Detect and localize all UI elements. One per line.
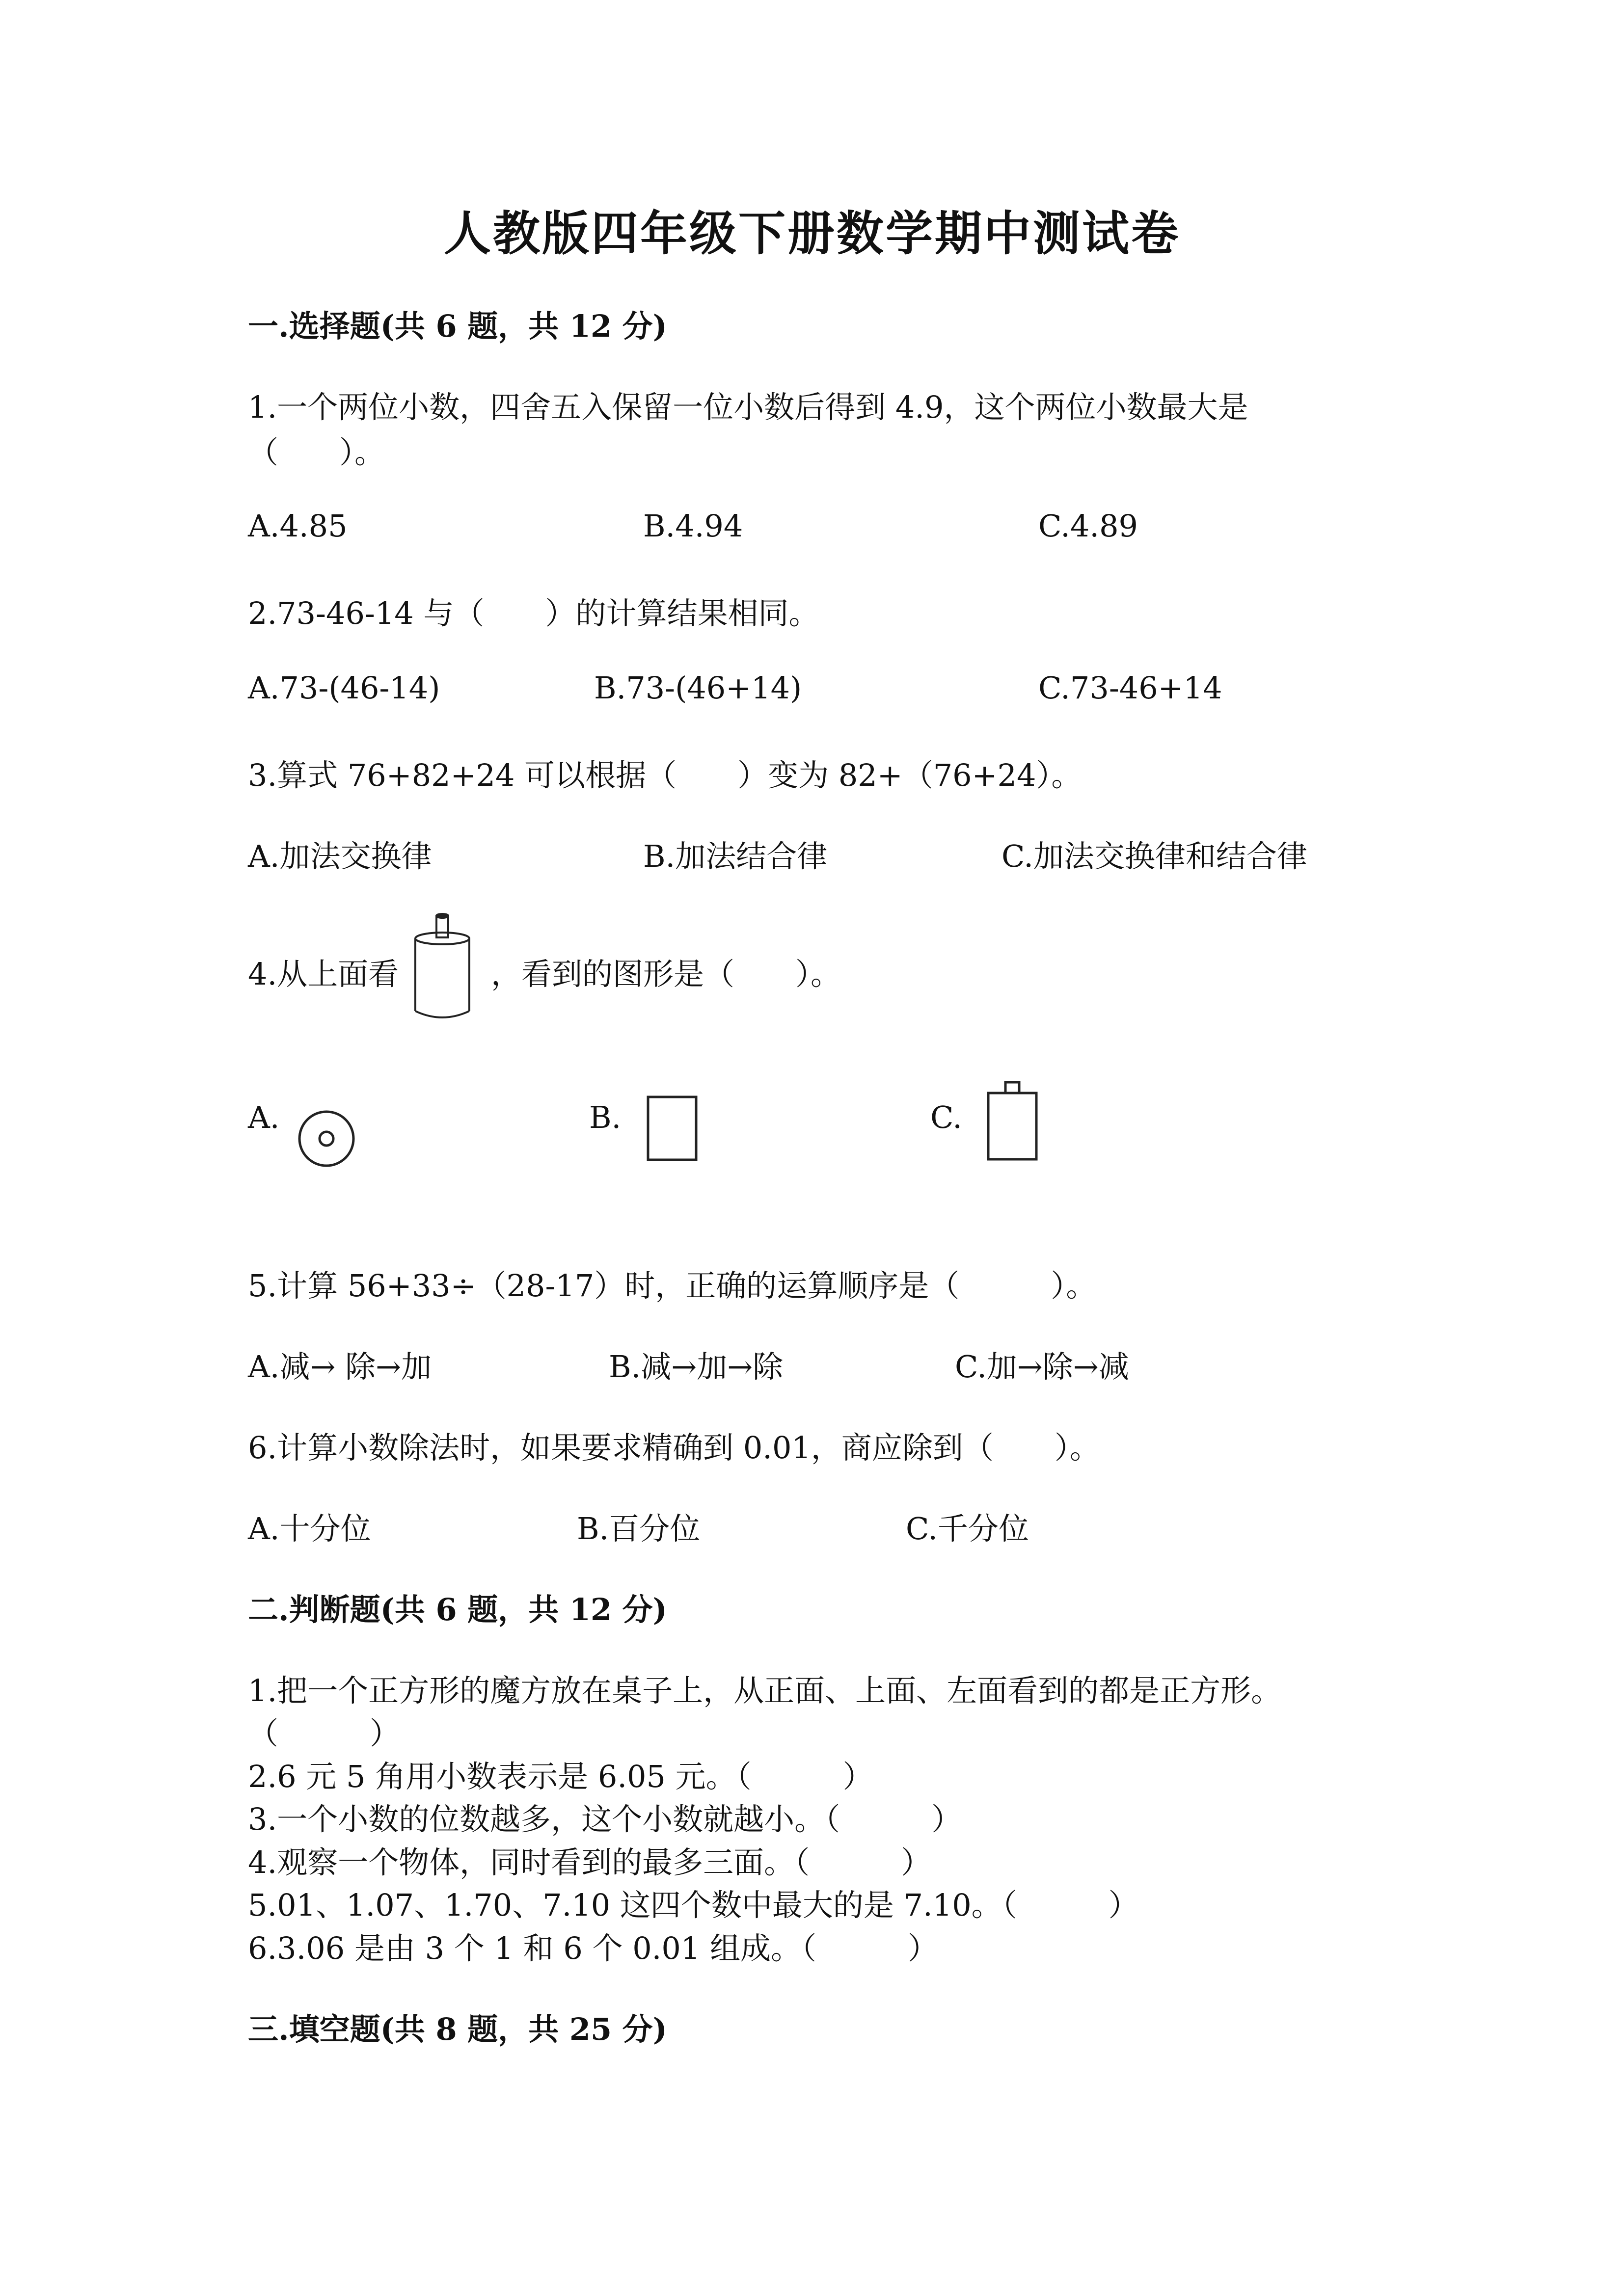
q3-option-b: B.加法结合律 [643,838,828,874]
question-4-end: ，看到的图形是（ ）。 [491,956,841,992]
tf-item-1: 1.把一个正方形的魔方放在桌子上，从正面、上面、左面看到的都是正方形。 [248,1673,1282,1709]
q6-option-a: A.十分位 [248,1511,371,1547]
cylinder-with-knob-icon [412,913,476,1023]
q6-option-b: B.百分位 [577,1511,701,1547]
q1-option-c: C.4.89 [1038,508,1138,544]
tf-item-5: 5.01、1.07、1.70、7.10 这四个数中最大的是 7.10。（ ） [248,1887,1139,1923]
tf-item-2: 2.6 元 5 角用小数表示是 6.05 元。（ ） [248,1759,873,1794]
tf-item-3: 3.一个小数的位数越多，这个小数就越小。（ ） [248,1801,962,1837]
question-1: 1.一个两位小数，四舍五入保留一位小数后得到 4.9，这个两位小数最大是 [248,389,1248,425]
q4-option-a: A. [248,1099,280,1135]
question-4-start: 4.从上面看 [248,956,399,992]
q2-option-a: A.73-(46-14) [248,670,440,706]
tf-item-6: 6.3.06 是由 3 个 1 和 6 个 0.01 组成。（ ） [248,1930,938,1966]
q1-option-a: A.4.85 [248,508,348,544]
rectangle-icon [646,1095,700,1163]
q3-option-a: A.加法交换律 [248,838,432,874]
rectangle-with-tab-icon [984,1080,1043,1163]
tf-item-1-blank: （ ） [248,1715,401,1751]
question-6: 6.计算小数除法时，如果要求精确到 0.01，商应除到（ ）。 [248,1430,1100,1466]
tf-item-4: 4.观察一个物体，同时看到的最多三面。（ ） [248,1844,932,1880]
q4-option-c: C. [930,1099,962,1135]
concentric-circles-icon [295,1107,358,1171]
section-heading-true-false: 二.判断题(共 6 题，共 12 分) [248,1592,668,1628]
question-3: 3.算式 76+82+24 可以根据（ ）变为 82+（76+24）。 [248,757,1082,793]
q1-option-b: B.4.94 [643,508,743,544]
q5-option-c: C.加→除→减 [955,1349,1129,1385]
q4-option-b: B. [589,1099,622,1135]
q2-option-b: B.73-(46+14) [594,670,802,706]
question-5: 5.计算 56+33÷（28-17）时，正确的运算顺序是（ ）。 [248,1268,1097,1304]
question-2: 2.73-46-14 与（ ）的计算结果相同。 [248,595,819,631]
q5-option-b: B.减→加→除 [609,1349,784,1385]
section-heading-fill-blank: 三.填空题(共 8 题，共 25 分) [248,2011,668,2047]
q5-option-a: A.减→ 除→加 [248,1349,432,1385]
q2-option-c: C.73-46+14 [1038,670,1222,706]
q3-option-c: C.加法交换律和结合律 [1001,838,1307,874]
page-title: 人教版四年级下册数学期中测试卷 [444,206,1180,261]
question-1-blank: （ ）。 [248,434,385,470]
section-heading-choice: 一.选择题(共 6 题，共 12 分) [248,308,668,344]
q6-option-c: C.千分位 [906,1511,1029,1547]
